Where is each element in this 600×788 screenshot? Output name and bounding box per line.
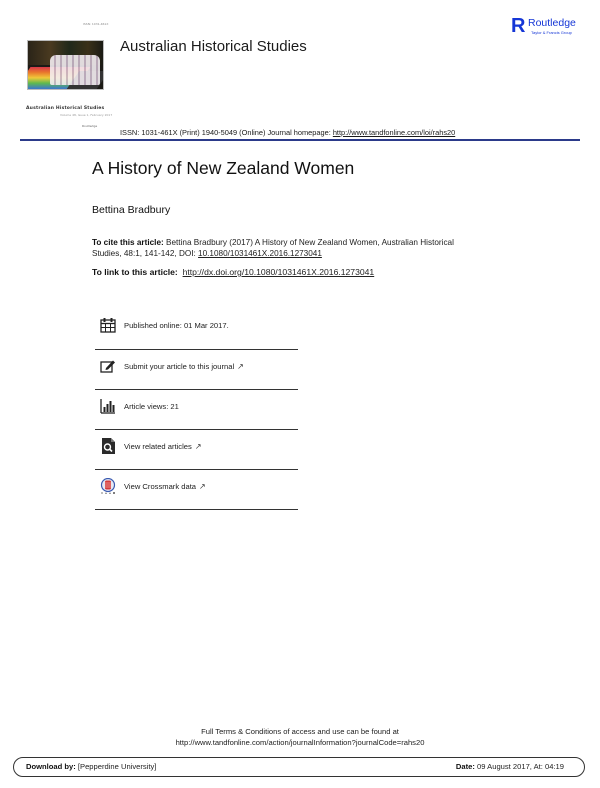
download-by [26,762,156,771]
download-value: [Pepperdine University] [75,762,157,771]
article-url-link[interactable]: http://dx.doi.org/10.1080/1031461X.2016.1273041 [182,267,375,277]
related-articles-label: View related articles [124,442,192,451]
related-articles-link[interactable] [124,442,202,451]
download-info-box [13,757,585,777]
bar-chart-icon [100,398,116,414]
article-link-line [92,267,374,277]
publisher-name: Routledge [528,17,576,29]
download-label: Download by: [26,762,76,771]
cover-title: Australian Historical Studies [26,106,105,111]
cover-subtitle: Volume 48, Issue 1, February 2017 [60,113,113,117]
external-link-icon: ↗ [237,362,244,371]
journal-homepage-link[interactable]: http://www.tandfonline.com/loi/rahs20 [332,128,456,137]
cite-label: To cite this article: [92,238,164,247]
cover-publisher-mark: Routledge [82,124,98,128]
article-info-list [95,309,298,510]
cite-text: Bettina Bradbury (2017) A History of New Zealand Women, Australian Historical Studies, 48:1, 141-142, DOI: [92,238,454,258]
publisher-logo [511,16,586,36]
crossmark-label: View Crossmark data [124,482,197,491]
crossmark-icon [100,478,116,494]
terms-url[interactable]: http://www.tandfonline.com/action/journalInformation?journalCode=rahs20 [175,738,425,747]
terms-line-1: Full Terms & Conditions of access and use can be found at [201,727,399,736]
date-label: Date: [455,762,475,771]
cover-image [27,40,104,90]
external-link-icon: ↗ [199,482,206,491]
journal-title: Australian Historical Studies [120,38,307,55]
crossmark-item[interactable] [95,470,298,510]
submit-article-link[interactable] [124,362,244,371]
related-articles-item[interactable] [95,430,298,470]
issn-line [120,128,455,137]
calendar-icon [100,317,116,333]
published-online-label: Published online: 01 Mar 2017. [124,321,229,330]
terms-notice [0,726,600,748]
date-value: 09 August 2017, At: 04:19 [474,762,564,771]
published-online-item [95,309,298,350]
external-link-icon: ↗ [194,442,202,451]
header-divider [20,139,580,141]
submit-article-item[interactable] [95,350,298,390]
article-title: A History of New Zealand Women [92,158,355,178]
link-label: To link to this article: [92,267,178,277]
issn-text: ISSN: 1031-461X (Print) 1940-5049 (Online) Journal homepage: [120,128,333,137]
doi-link[interactable]: 10.1080/1031461X.2016.1273041 [198,249,322,258]
cover-issn-text: ISSN: 1031-461X [83,22,109,26]
edit-icon [100,358,116,374]
article-author: Bettina Bradbury [92,204,171,216]
search-document-icon [100,438,116,454]
publisher-tagline: Taylor & Francis Group [531,30,572,35]
crossmark-link[interactable] [124,482,206,491]
citation [92,237,472,259]
download-date [456,762,564,771]
article-views-item [95,390,298,430]
submit-article-label: Submit your article to this journal [124,362,235,371]
routledge-r-icon: R [511,15,526,37]
article-views-label: Article views: 21 [124,402,179,411]
